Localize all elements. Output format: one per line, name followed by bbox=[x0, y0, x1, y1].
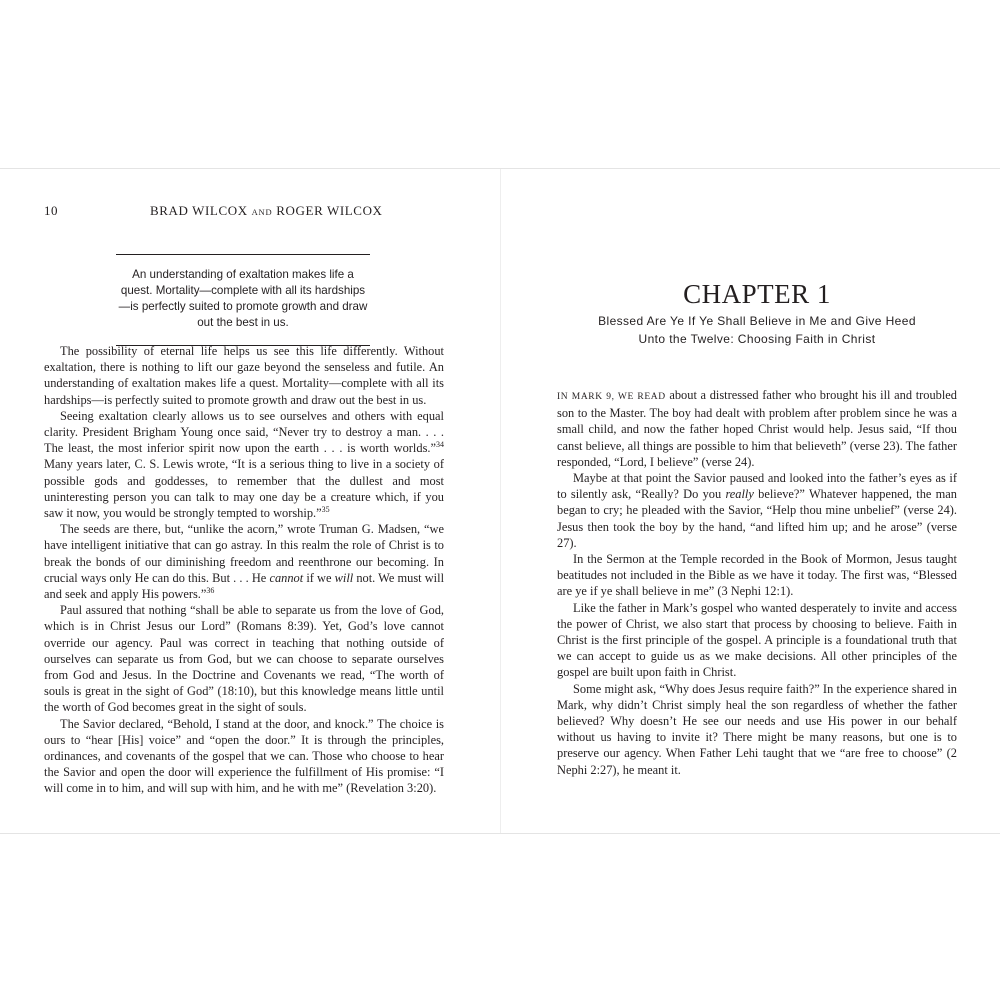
running-head-author2: ROGER WILCOX bbox=[276, 203, 383, 218]
paragraph bbox=[44, 521, 444, 602]
running-head-conjunction: AND bbox=[251, 207, 273, 217]
right-body-text bbox=[557, 387, 957, 778]
chapter-subtitle-line: Blessed Are Ye If Ye Shall Believe in Me and Give Heed bbox=[598, 314, 916, 328]
paragraph: Paul assured that nothing “shall be able to separate us from the love of God, which is in Christ Jesus our Lord” (Romans 8:39). Yet, God’s love cannot override our agency. Paul was correct in teaching that nothing outside of ourselves can separate us from God, but we can choose to separate ourselves from God and Jesus. In the Doctrine and Covenants we read, “The worth of souls is great in the sight of God” (18:10), but this knowledge means little until the worth of God becomes great in the sight of souls. bbox=[44, 603, 444, 715]
paragraph: The Savior declared, “Behold, I stand at the door, and knock.” The choice is ours to “hear [His] voice” and “open the door.” It is through the principles, ordinances, and covenants of the gospel that we can. Those who choose to hear the Savior and open the door will experience the fulfillment of His promise: “I will come in to him, and will sup with him, and he with me” (Revelation 3:20). bbox=[44, 716, 444, 796]
paragraph: In the Sermon at the Temple recorded in the Book of Mormon, Jesus taught beatitudes not included in the Bible as we have it today. The first was, “Blessed are ye if ye shall believe in me” (3 Nephi 12:1). bbox=[557, 552, 957, 599]
emphasis: really bbox=[725, 487, 754, 502]
paragraph-text: Seeing exaltation clearly allows us to see ourselves and others with equal clarity. President Brigham Young once said, “Never try to destroy a man. . . . The least, the most inferior spirit now upon the earth . . . is worth worlds.” bbox=[44, 408, 444, 456]
footnote-marker: 34 bbox=[436, 440, 444, 450]
page-gutter bbox=[500, 169, 501, 833]
paragraph-text: about a distressed father who brought his ill and troubled son to the Master. The boy had dealt with problem after problem since he was a small child, and now the father hoped Christ would help. Jesus said, “If thou canst believe, all things are possible to him that believeth” (verse 23). The father responded, “Lord, I believe” (verse 24). bbox=[557, 388, 957, 469]
lead-in: IN MARK 9, WE READ bbox=[557, 392, 666, 402]
emphasis: cannot bbox=[269, 570, 304, 585]
paragraph bbox=[557, 387, 957, 470]
left-body-text bbox=[44, 343, 444, 797]
chapter-subtitle-line: Unto the Twelve: Choosing Faith in Christ bbox=[638, 332, 876, 346]
paragraph bbox=[44, 408, 444, 521]
paragraph-text: believe?” Whatever happened, the man began to cry; he pleaded with the Savior, “Help thou mine unbelief” (verse 24). Jesus then took the boy by the hand, “and lifted him up; and he arose” (verse 27). bbox=[557, 487, 957, 550]
emphasis: will bbox=[334, 570, 354, 585]
running-head-author1: BRAD WILCOX bbox=[150, 203, 248, 218]
paragraph-text: not. We must will and seek and apply His powers.” bbox=[44, 570, 445, 602]
paragraph-text: Maybe at that point the Savior paused and looked into the father’s eyes as if to silently ask, “Really? Do you bbox=[557, 471, 957, 502]
paragraph-text: if we bbox=[303, 570, 335, 585]
paragraph: Some might ask, “Why does Jesus require faith?” In the experience shared in Mark, why didn’t Christ simply heal the son regardless of whether the father believed? Why doesn’t He see our needs and use His power in our behalf without us having to invite it? There might be many reasons, but one is to preserve our agency. When Father Lehi taught that we “are free to choose” (2 Nephi 2:27), he meant it. bbox=[557, 681, 957, 777]
page-number: 10 bbox=[44, 203, 58, 218]
footnote-marker: 35 bbox=[321, 505, 330, 515]
pull-quote-text: An understanding of exaltation makes life a quest. Mortality—complete with all its hardships—is perfectly suited to promote growth and draw out the best in us. bbox=[118, 268, 368, 329]
paragraph bbox=[557, 470, 957, 551]
chapter-title: CHAPTER 1 bbox=[683, 279, 831, 309]
paragraph-text: The seeds are there, but, “unlike the acorn,” wrote Truman G. Madsen, “we have intelligent initiative that can go astray. In this realm the role of Christ is to break the bonds of our diminishing freedom and reenthrone our becoming. In crucial ways only He can do this. But . . . He bbox=[44, 522, 444, 585]
footnote-marker: 36 bbox=[206, 586, 215, 596]
paragraph: Like the father in Mark’s gospel who wanted desperately to invite and access the power of Christ, we also start that process by choosing to believe. Faith in Christ is the first principle of the gospel. A principle is a foundational truth that we can accept to guide us as we make decisions. All other principles of the gospel are built upon faith in Christ. bbox=[557, 600, 957, 680]
paragraph: The possibility of eternal life helps us see this life differently. Without exaltation, there is nothing to lift our gaze beyond the senseless and futile. An understanding of exaltation makes life a quest. Mortality—complete with all its hardships—is perfectly suited to promote growth and draw out the best in us. bbox=[44, 344, 444, 407]
book-spread bbox=[0, 168, 1000, 834]
running-head bbox=[150, 203, 390, 219]
pull-quote bbox=[116, 254, 370, 346]
paragraph-text: Many years later, C. S. Lewis wrote, “It is a serious thing to live in a society of possible gods and goddesses, to remember that the dullest and most uninteresting person you can talk to may one day be a creature which, if you saw it now, you would be strongly tempted to worship.” bbox=[44, 457, 444, 521]
chapter-subtitle bbox=[557, 312, 957, 348]
